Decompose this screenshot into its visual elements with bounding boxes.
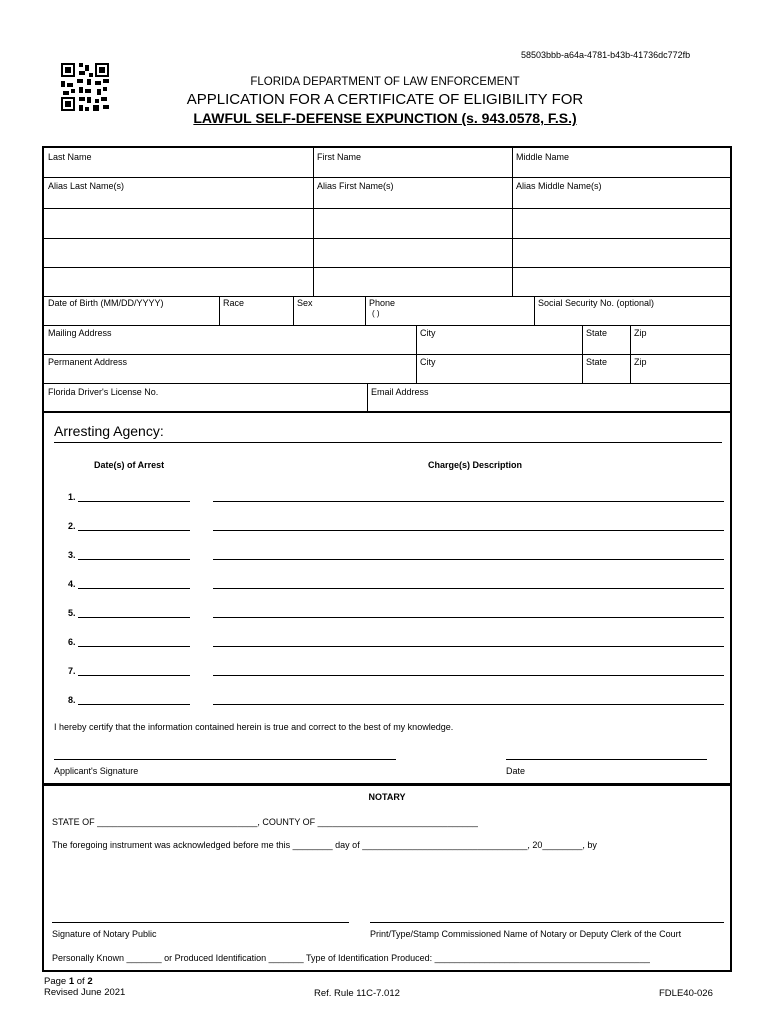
charge-description-input[interactable] bbox=[213, 617, 724, 618]
last-name-field[interactable]: Last Name bbox=[48, 152, 92, 162]
alias-last-name-field[interactable]: Alias Last Name(s) bbox=[48, 181, 125, 191]
phone-area-code: ( ) bbox=[372, 309, 380, 318]
first-name-field[interactable]: First Name bbox=[317, 152, 362, 162]
mailing-zip-field[interactable]: Zip bbox=[634, 328, 647, 338]
applicant-signature-line[interactable] bbox=[54, 759, 396, 760]
arresting-agency-input[interactable] bbox=[54, 442, 722, 443]
agency-name: FLORIDA DEPARTMENT OF LAW ENFORCEMENT bbox=[250, 76, 520, 88]
permanent-zip-field[interactable]: Zip bbox=[634, 357, 647, 367]
state-county-line[interactable]: STATE OF ________________________________, COUNTY OF ________________________________ bbox=[52, 817, 478, 827]
arrest-date-input[interactable] bbox=[78, 675, 190, 676]
form-title: APPLICATION FOR A CERTIFICATE OF ELIGIBILITY FOR bbox=[186, 91, 584, 108]
arrest-row-number: 5. bbox=[68, 608, 76, 618]
page-number: 1 bbox=[68, 976, 75, 987]
charge-description-input[interactable] bbox=[213, 646, 724, 647]
arrest-date-input[interactable] bbox=[78, 704, 190, 705]
sex-field[interactable]: Sex bbox=[297, 298, 313, 308]
arrest-row-number: 3. bbox=[68, 550, 76, 560]
notary-name-label: Print/Type/Stamp Commissioned Name of Notary or Deputy Clerk of the Court bbox=[370, 929, 682, 939]
arrest-date-input[interactable] bbox=[78, 559, 190, 560]
arrest-row-number: 2. bbox=[68, 521, 76, 531]
race-field[interactable]: Race bbox=[223, 298, 245, 308]
page-total: 2 bbox=[87, 976, 93, 987]
arrest-row-number: 4. bbox=[68, 579, 76, 589]
mailing-address-field[interactable]: Mailing Address bbox=[48, 328, 112, 338]
dob-field[interactable]: Date of Birth (MM/DD/YYYY) bbox=[48, 298, 164, 308]
phone-field[interactable]: Phone bbox=[369, 298, 396, 308]
notary-name-line[interactable] bbox=[370, 922, 724, 923]
identification-line[interactable]: Personally Known _______ or Produced Identification _______ Type of Identification Produced: ___________________________________________ bbox=[52, 953, 650, 963]
arrest-row-number: 7. bbox=[68, 666, 76, 676]
arresting-agency-label: Arresting Agency: bbox=[54, 423, 164, 439]
charges-header: Charge(s) Description bbox=[428, 460, 523, 470]
arrest-row-number: 1. bbox=[68, 492, 76, 502]
middle-name-field[interactable]: Middle Name bbox=[516, 152, 570, 162]
acknowledgment-line[interactable]: The foregoing instrument was acknowledged before me this ________ day of _________________________________, 20________, by bbox=[52, 840, 597, 850]
notary-section bbox=[42, 785, 732, 972]
applicant-signature-label: Applicant's Signature bbox=[54, 766, 139, 776]
alias-middle-name-field[interactable]: Alias Middle Name(s) bbox=[516, 181, 602, 191]
arrest-row-number: 8. bbox=[68, 695, 76, 705]
arrest-dates-header: Date(s) of Arrest bbox=[94, 460, 165, 470]
alias-first-name-field[interactable]: Alias First Name(s) bbox=[317, 181, 394, 191]
certification-statement: I hereby certify that the information contained herein is true and correct to the best of my knowledge. bbox=[54, 722, 454, 732]
drivers-license-field[interactable]: Florida Driver's License No. bbox=[48, 387, 159, 397]
notary-heading: NOTARY bbox=[368, 792, 406, 802]
arrest-date-input[interactable] bbox=[78, 617, 190, 618]
arrest-date-input[interactable] bbox=[78, 588, 190, 589]
arrest-date-input[interactable] bbox=[78, 501, 190, 502]
form-subtitle: LAWFUL SELF-DEFENSE EXPUNCTION (s. 943.0578, F.S.) bbox=[193, 110, 577, 126]
document-id: 58503bbb-a64a-4781-b43b-41736dc772fb bbox=[521, 50, 691, 60]
personal-info-table bbox=[42, 146, 732, 413]
charge-description-input[interactable] bbox=[213, 559, 724, 560]
charge-description-input[interactable] bbox=[213, 675, 724, 676]
charge-description-input[interactable] bbox=[213, 501, 724, 502]
charge-description-input[interactable] bbox=[213, 704, 724, 705]
page-info: Page 1 of 2 Revised June 2021 bbox=[44, 976, 126, 998]
notary-signature-label: Signature of Notary Public bbox=[52, 929, 157, 939]
mailing-state-field[interactable]: State bbox=[586, 328, 608, 338]
mailing-city-field[interactable]: City bbox=[420, 328, 436, 338]
permanent-address-field[interactable]: Permanent Address bbox=[48, 357, 128, 367]
permanent-state-field[interactable]: State bbox=[586, 357, 608, 367]
rule-reference: Ref. Rule 11C-7.012 bbox=[314, 988, 400, 999]
arrest-row-number: 6. bbox=[68, 637, 76, 647]
email-field[interactable]: Email Address bbox=[371, 387, 429, 397]
permanent-city-field[interactable]: City bbox=[420, 357, 436, 367]
notary-signature-line[interactable] bbox=[52, 922, 349, 923]
arrest-date-input[interactable] bbox=[78, 646, 190, 647]
charge-description-input[interactable] bbox=[213, 530, 724, 531]
date-label: Date bbox=[506, 766, 526, 776]
ssn-field[interactable]: Social Security No. (optional) bbox=[538, 298, 655, 308]
arrest-date-input[interactable] bbox=[78, 530, 190, 531]
arrest-section bbox=[42, 413, 732, 785]
revised-date: Revised June 2021 bbox=[44, 987, 126, 998]
charge-description-input[interactable] bbox=[213, 588, 724, 589]
date-line[interactable] bbox=[506, 759, 707, 760]
form-number: FDLE40-026 bbox=[659, 988, 713, 999]
